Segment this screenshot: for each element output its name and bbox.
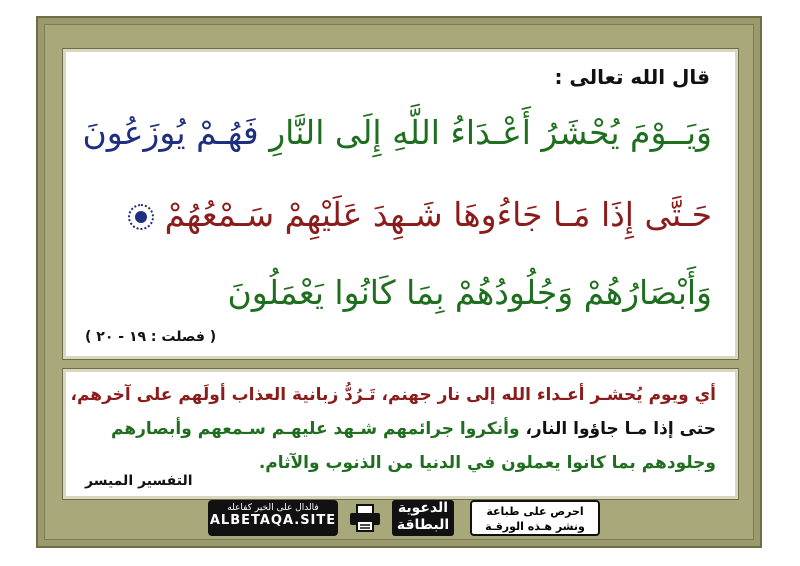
- verse-line-2-text: حَـتَّى إِذَا مَـا جَاءُوهَا شَـهِدَ عَلَيْهِمْ سَـمْعُهُمْ: [164, 195, 712, 234]
- promo-line-1: احرص على طباعة: [486, 505, 584, 518]
- verse-panel: [62, 48, 739, 360]
- intro-text: قال الله تعالى :: [554, 65, 710, 89]
- tafsir-line-2: [111, 419, 716, 439]
- verse-line-1-part-1: وَيَــوْمَ يُحْشَرُ أَعْـدَاءُ اللَّهِ إِلَى النَّارِ: [269, 113, 712, 152]
- tafsir-panel: [62, 368, 739, 500]
- tafsir-line-2-start: حتى إذا مـا جاؤوا النار،: [525, 419, 716, 439]
- tafsir-line-3: وجلودهم بما كانوا يعملون في الدنيا من الذنوب والآثام.: [258, 453, 716, 473]
- tafsir-source: التفسير الميسر: [85, 473, 193, 489]
- verse-line-1: [82, 113, 712, 153]
- promo-line-2: ونشر هـذه الورقـة: [485, 520, 585, 533]
- logo-line-1: الدعوية: [397, 500, 449, 516]
- verse-line-3: وَأَبْصَارُهُمْ وَجُلُودُهُمْ بِمَا كَانُوا يَعْمَلُونَ: [227, 273, 712, 312]
- verse-line-1-part-2: فَهُـمْ يُوزَعُونَ: [82, 113, 259, 152]
- tafsir-line-1: أي ويوم يُحشـر أعـداء الله إلى نار جهنم، تَـرُدُّ زبانية العذاب أولَهم على آخرهم،: [70, 385, 716, 405]
- promo-box: [470, 500, 600, 536]
- site-badge[interactable]: [208, 500, 338, 536]
- ayah-end-icon: [128, 204, 154, 230]
- logo: [392, 500, 454, 536]
- logo-line-2: البطاقة: [396, 517, 450, 533]
- site-tagline: فالدال على الخير كفاعله: [227, 503, 319, 513]
- tafsir-line-2-rest: وأنكروا جرائمهم شـهد عليهـم سـمعهم وأبصارهم: [111, 419, 526, 439]
- site-name[interactable]: ALBETAQA.SITE: [209, 513, 337, 528]
- verse-line-2: [120, 195, 712, 235]
- verse-reference: ( فصلت : ١٩ - ٢٠ ): [85, 329, 217, 345]
- footer-bar: [208, 500, 600, 538]
- printer-icon: [348, 504, 382, 532]
